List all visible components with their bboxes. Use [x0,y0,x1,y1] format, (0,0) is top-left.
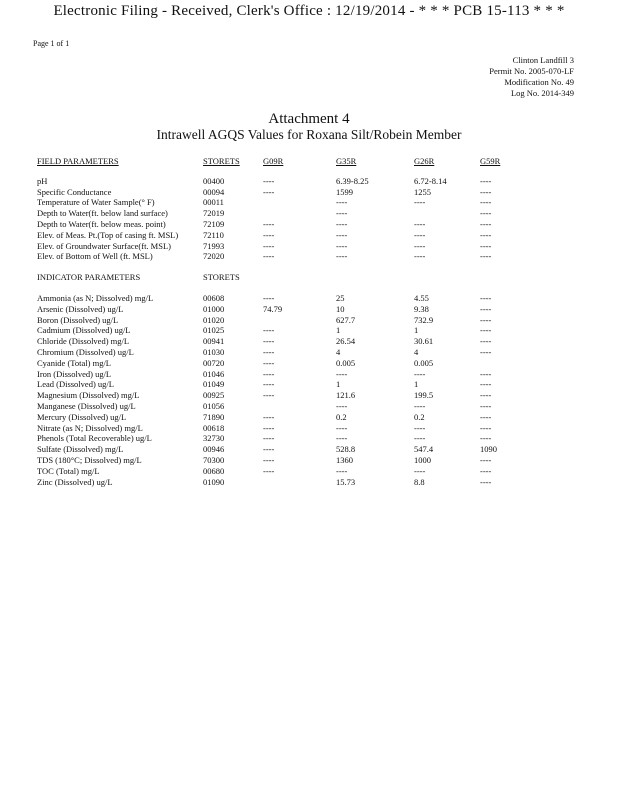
parameter-name: TDS (180°C; Dissolved) mg/L [37,454,142,465]
g26r-value: 4.55 [414,292,429,303]
g59r-value: ---- [480,314,492,325]
storet-code: 72019 [203,208,225,219]
table-row [37,293,517,304]
g26r-value: ---- [414,465,426,476]
g09r-value: ---- [263,229,275,240]
g59r-value: ---- [480,208,492,219]
g59r-value: ---- [480,400,492,411]
table-row [37,197,517,208]
g35r-value: ---- [336,368,348,379]
parameter-name: Depth to Water(ft. below land surface) [37,208,168,219]
parameter-name: TOC (Total) mg/L [37,465,100,476]
storet-code: 72110 [203,229,224,240]
g35r-value: 1599 [336,186,353,197]
parameter-name: Elev. of Bottom of Well (ft. MSL) [37,251,153,262]
modification-number: Modification No. 49 [504,77,574,87]
g59r-value: ---- [480,197,492,208]
column-header-g35r: G35R [336,156,357,166]
parameter-name: Mercury (Dissolved) ug/L [37,411,127,422]
parameter-name: Arsenic (Dissolved) ug/L [37,303,124,314]
g26r-value: 6.72-8.14 [414,175,447,186]
storet-code: 72109 [203,218,225,229]
table-row [37,390,517,401]
g35r-value: 15.73 [336,476,356,487]
g26r-value: 199.5 [414,390,434,401]
parameter-name: Manganese (Dissolved) ug/L [37,400,136,411]
g59r-value: ---- [480,422,492,433]
column-header-g26r: G26R [414,156,435,166]
parameter-name: Cyanide (Total) mg/L [37,357,111,368]
parameter-name: Chromium (Dissolved) ug/L [37,346,134,357]
g09r-value: ---- [263,240,275,251]
g26r-value: ---- [414,422,426,433]
storet-code: 00608 [203,292,225,303]
g35r-value: ---- [336,400,348,411]
g59r-value: ---- [480,476,492,487]
table-row [37,379,517,390]
table-row [37,325,517,336]
g09r-value: ---- [263,336,275,347]
table-row [37,176,517,187]
g26r-value: ---- [414,251,426,262]
column-header-storets: STORETS [203,156,240,166]
g26r-value: ---- [414,400,426,411]
parameter-name: Chloride (Dissolved) mg/L [37,336,130,347]
g09r-value: ---- [263,175,275,186]
parameter-name: Magnesium (Dissolved) mg/L [37,390,140,401]
g59r-value: ---- [480,368,492,379]
g59r-value: ---- [480,303,492,314]
page-indicator: Page 1 of 1 [33,39,70,48]
storet-code: 70300 [203,454,225,465]
g59r-value: ---- [480,390,492,401]
g09r-value: ---- [263,444,275,455]
table-row [37,230,517,241]
g09r-value: ---- [263,357,275,368]
field-parameter-rows [37,176,517,262]
parameter-name: Elev. of Groundwater Surface(ft. MSL) [37,240,171,251]
g59r-value: ---- [480,346,492,357]
g09r-value: ---- [263,346,275,357]
g35r-value: 528.8 [336,444,356,455]
g59r-value: 1090 [480,444,497,455]
parameter-name: Temperature of Water Sample(° F) [37,197,155,208]
column-header-g09r: G09R [263,156,284,166]
storet-code: 01049 [203,379,225,390]
column-header-g59r: G59R [480,156,501,166]
attachment-subtitle: Intrawell AGQS Values for Roxana Silt/Robein Member [156,127,462,142]
storet-code: 01046 [203,368,225,379]
g09r-value: ---- [263,218,275,229]
parameter-name: Iron (Dissolved) ug/L [37,368,112,379]
g26r-value: 9.38 [414,303,429,314]
storet-code: 01056 [203,400,225,411]
indicator-header-row [37,272,517,283]
attachment-title: Attachment 4 [268,111,350,127]
g35r-value: 25 [336,292,345,303]
parameter-name: Zinc (Dissolved) ug/L [37,476,113,487]
storet-code: 00925 [203,390,225,401]
storet-code: 32730 [203,433,225,444]
g09r-value: ---- [263,454,275,465]
g59r-value: ---- [480,465,492,476]
storet-code: 71993 [203,240,225,251]
g35r-value: 6.39-8.25 [336,175,369,186]
storet-code: 00094 [203,186,225,197]
parameter-name: Boron (Dissolved) ug/L [37,314,119,325]
g09r-value: ---- [263,390,275,401]
table-header-row [37,156,517,167]
g35r-value: 0.005 [336,357,356,368]
parameter-name: Ammonia (as N; Dissolved) mg/L [37,292,154,303]
g35r-value: 1 [336,379,341,390]
table-row [37,304,517,315]
g09r-value: ---- [263,433,275,444]
g35r-value: 26.54 [336,336,356,347]
g35r-value: 1 [336,325,341,336]
g26r-value: ---- [414,240,426,251]
g09r-value: ---- [263,292,275,303]
g09r-value: ---- [263,368,275,379]
indicator-storets-label: STORETS [203,272,240,283]
storet-code: 01020 [203,314,225,325]
parameter-name: Cadmium (Dissolved) ug/L [37,325,131,336]
g35r-value: ---- [336,251,348,262]
g35r-value: ---- [336,433,348,444]
g35r-value: 1360 [336,454,353,465]
table-row [37,187,517,198]
g26r-value: ---- [414,197,426,208]
table-row [37,241,517,252]
table-row [37,455,517,466]
g26r-value: 4 [414,346,419,357]
g09r-value: ---- [263,186,275,197]
g09r-value: ---- [263,251,275,262]
table-row [37,401,517,412]
log-number: Log No. 2014-349 [510,88,574,98]
table-row [37,433,517,444]
table-row [37,466,517,477]
g59r-value: ---- [480,175,492,186]
parameter-name: Lead (Dissolved) ug/L [37,379,114,390]
g26r-value: ---- [414,229,426,240]
storet-code: 01025 [203,325,225,336]
parameter-name: Sulfate (Dissolved) mg/L [37,444,124,455]
g35r-value: 627.7 [336,314,356,325]
storet-code: 71890 [203,411,225,422]
g59r-value: ---- [480,240,492,251]
storet-code: 00720 [203,357,225,368]
indicator-parameter-rows [37,293,517,487]
g59r-value: ---- [480,251,492,262]
storet-code: 00680 [203,465,225,476]
storet-code: 00941 [203,336,225,347]
storet-code: 00011 [203,197,224,208]
filing-banner: Electronic Filing - Received, Clerk's Office : 12/19/2014 - * * * PCB 15-113 * * * [53,3,565,19]
g26r-value: 1 [414,325,419,336]
table-row [37,358,517,369]
g35r-value: ---- [336,422,348,433]
g26r-value: 547.4 [414,444,434,455]
g59r-value: ---- [480,229,492,240]
g59r-value: ---- [480,411,492,422]
storet-code: 01030 [203,346,225,357]
g26r-value: 0.2 [414,411,425,422]
table-row [37,251,517,262]
g59r-value: ---- [480,433,492,444]
parameter-name: Nitrate (as N; Dissolved) mg/L [37,422,143,433]
reference-block [489,55,574,99]
indicator-section-label: INDICATOR PARAMETERS [37,272,141,283]
g35r-value: ---- [336,197,348,208]
g26r-value: 8.8 [414,476,425,487]
g26r-value: ---- [414,433,426,444]
storet-code: 72020 [203,251,225,262]
storet-code: 01090 [203,476,225,487]
table-row [37,444,517,455]
g35r-value: ---- [336,208,348,219]
g59r-value: ---- [480,336,492,347]
storet-code: 01000 [203,303,225,314]
g26r-value: 1000 [414,454,431,465]
table-row [37,369,517,380]
g26r-value: ---- [414,218,426,229]
g09r-value: ---- [263,325,275,336]
g09r-value: ---- [263,422,275,433]
g26r-value: 30.61 [414,336,434,347]
g59r-value: ---- [480,454,492,465]
parameter-name: pH [37,175,48,186]
parameter-name: Specific Conductance [37,186,112,197]
g59r-value: ---- [480,379,492,390]
g09r-value: ---- [263,411,275,422]
storet-code: 00618 [203,422,225,433]
g35r-value: ---- [336,465,348,476]
table-row [37,219,517,230]
g26r-value: 732.9 [414,314,434,325]
table-row [37,412,517,423]
g35r-value: ---- [336,240,348,251]
g35r-value: 10 [336,303,345,314]
g26r-value: 0.005 [414,357,434,368]
parameter-name: Depth to Water(ft. below meas. point) [37,218,166,229]
g26r-value: ---- [414,368,426,379]
g09r-value: 74.79 [263,303,283,314]
g59r-value: ---- [480,186,492,197]
table-row [37,347,517,358]
g35r-value: ---- [336,218,348,229]
g35r-value: 121.6 [336,390,356,401]
permit-number: Permit No. 2005-070-LF [489,66,574,76]
storet-code: 00946 [203,444,225,455]
column-header-parameter: FIELD PARAMETERS [37,156,119,166]
g26r-value: 1255 [414,186,431,197]
g26r-value: 1 [414,379,419,390]
table-row [37,477,517,488]
g35r-value: 0.2 [336,411,347,422]
g09r-value: ---- [263,465,275,476]
table-row [37,208,517,219]
storet-code: 00400 [203,175,225,186]
g59r-value: ---- [480,218,492,229]
g35r-value: 4 [336,346,341,357]
parameter-name: Phenols (Total Recoverable) ug/L [37,433,152,444]
g35r-value: ---- [336,229,348,240]
table-row [37,423,517,434]
g59r-value: ---- [480,292,492,303]
g09r-value: ---- [263,379,275,390]
table-row [37,336,517,347]
table-row [37,315,517,326]
g59r-value: ---- [480,325,492,336]
parameter-name: Elev. of Meas. Pt.(Top of casing ft. MSL) [37,229,179,240]
facility-name: Clinton Landfill 3 [512,55,574,65]
agqs-table [37,156,517,487]
